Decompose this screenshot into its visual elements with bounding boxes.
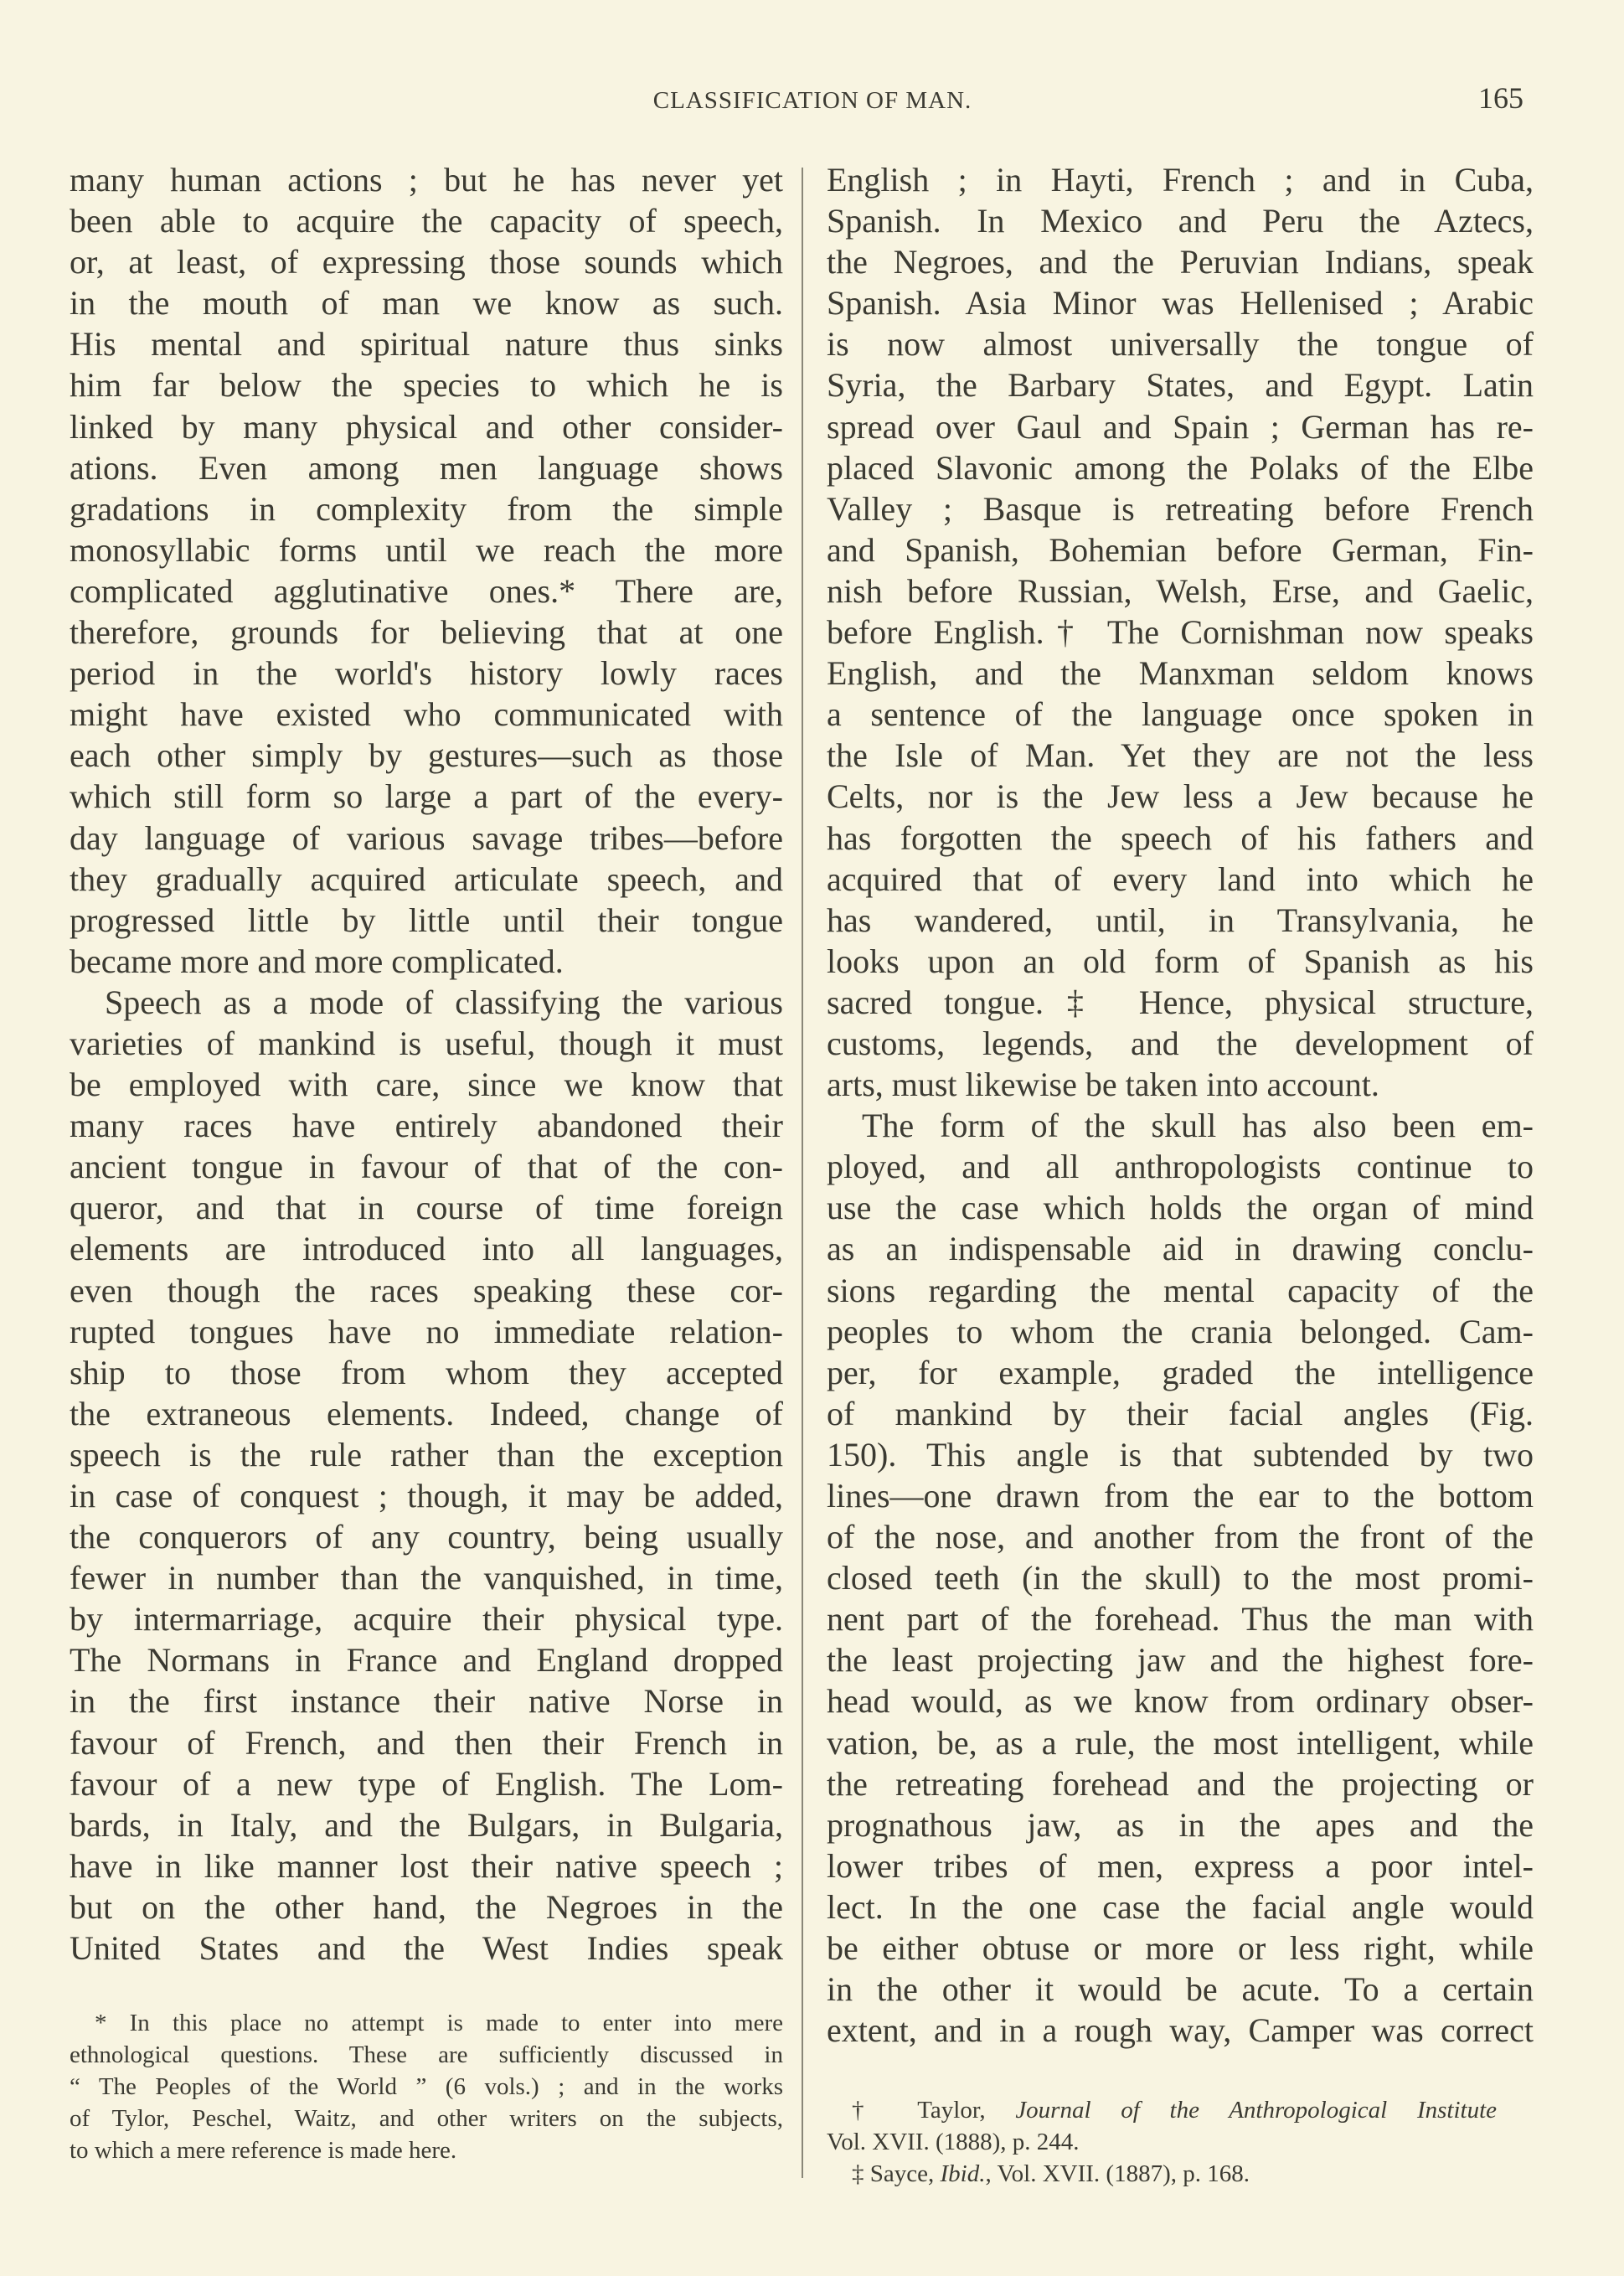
text-line: day language of various savage tribes—before	[70, 818, 783, 857]
text-line: per, for example, graded the intelligence	[827, 1353, 1534, 1391]
text-line: of the nose, and another from the front of the	[827, 1518, 1534, 1556]
text-line: peoples to whom the crania belonged. Cam-	[827, 1312, 1534, 1350]
text-line: ship to those from whom they accepted	[70, 1353, 783, 1391]
text-line: became more and more complicated.	[70, 942, 564, 980]
footnote-dagger	[827, 2094, 1497, 2126]
text-line: therefore, grounds for believing that at one	[70, 613, 783, 652]
text-line: use the case which holds the organ of mind	[827, 1189, 1534, 1227]
text-line: bards, in Italy, and the Bulgars, in Bulgaria,	[70, 1805, 783, 1844]
text-line: have in like manner lost their native speech ;	[70, 1846, 783, 1885]
text-line: the least projecting jaw and the highest fore-	[827, 1641, 1534, 1680]
text-line: head would, as we know from ordinary obser-	[827, 1682, 1534, 1721]
text-line: of mankind by their facial angles (Fig.	[827, 1394, 1534, 1432]
text-line: favour of a new type of English. The Lom-	[70, 1764, 783, 1803]
text-line: lines—one drawn from the ear to the bottom	[827, 1477, 1534, 1515]
text-line: which still form so large a part of the every-	[70, 777, 783, 816]
footnote-text: , Vol. XVII. (1887), p. 168.	[985, 2160, 1250, 2187]
text-line: rupted tongues have no immediate relation-	[70, 1312, 783, 1350]
text-line: in the first instance their native Norse in	[70, 1682, 783, 1721]
text-line: looks upon an old form of Spanish as his	[827, 942, 1534, 980]
text-line: 150). This angle is that subtended by two	[827, 1435, 1534, 1473]
text-line: they gradually acquired articulate speech, and	[70, 859, 783, 898]
text-line: by intermarriage, acquire their physical type.	[70, 1600, 783, 1639]
journal-title: Journal of the Anthropological Institute	[1015, 2097, 1498, 2124]
footnote-line: of Tylor, Peschel, Waitz, and other writers on the subjects,	[70, 2105, 783, 2132]
text-line: His mental and spiritual nature thus sinks	[70, 325, 783, 364]
text-line: monosyllabic forms until we reach the more	[70, 530, 783, 569]
text-line: has wandered, until, in Transylvania, he	[827, 901, 1534, 939]
footnote-line: to which a mere reference is made here.	[70, 2137, 457, 2164]
text-line: sacred tongue.‡ Hence, physical structure,	[827, 983, 1534, 1021]
text-line: ployed, and all anthropologists continue to	[827, 1148, 1534, 1186]
text-line: varieties of mankind is useful, though it must	[70, 1024, 783, 1062]
text-line: extent, and in a rough way, Camper was correct	[827, 2011, 1534, 2050]
footnote-text: † Taylor,	[852, 2097, 1016, 2124]
text-line: lect. In the one case the facial angle would	[827, 1887, 1534, 1926]
text-line: even though the races speaking these cor-	[70, 1271, 783, 1309]
text-line: The form of the skull has also been em-	[862, 1107, 1534, 1145]
text-line: vation, be, as a rule, the most intelligent, while	[827, 1723, 1534, 1762]
text-line: Valley ; Basque is retreating before French	[827, 489, 1534, 528]
text-line: arts, must likewise be taken into account.	[827, 1066, 1379, 1104]
text-line: but on the other hand, the Negroes in the	[70, 1887, 783, 1926]
text-line: each other simply by gestures—such as those	[70, 736, 783, 775]
text-line: spread over Gaul and Spain ; German has re-	[827, 407, 1534, 446]
text-line: sions regarding the mental capacity of the	[827, 1271, 1534, 1309]
footnote-dagger-cont: Vol. XVII. (1888), p. 244.	[827, 2129, 1080, 2155]
text-line: been able to acquire the capacity of speech,	[70, 202, 783, 240]
text-line: fewer in number than the vanquished, in time,	[70, 1559, 783, 1597]
text-line: the conquerors of any country, being usually	[70, 1518, 783, 1556]
text-line: in the mouth of man we know as such.	[70, 284, 783, 323]
footnote-line: * In this place no attempt is made to enter into mere	[95, 2010, 783, 2036]
text-line: period in the world's history lowly races	[70, 654, 783, 693]
footnotes-right	[827, 2094, 1497, 2190]
page-number: 165	[1478, 81, 1523, 115]
text-line: is now almost universally the tongue of	[827, 325, 1534, 364]
footnote-text: ‡ Sayce,	[852, 2160, 941, 2187]
text-line: linked by many physical and other consider-	[70, 407, 783, 446]
text-line: Syria, the Barbary States, and Egypt. Latin	[827, 366, 1534, 405]
text-line: The Normans in France and England dropped	[70, 1641, 783, 1680]
text-line: favour of French, and then their French in	[70, 1723, 783, 1762]
text-line: the Negroes, and the Peruvian Indians, speak	[827, 243, 1534, 281]
text-line: lower tribes of men, express a poor intel-	[827, 1846, 1534, 1885]
text-line: placed Slavonic among the Polaks of the Elbe	[827, 448, 1534, 487]
text-line: United States and the West Indies speak	[70, 1929, 783, 1968]
text-line: has forgotten the speech of his fathers and	[827, 818, 1534, 857]
footnotes-left	[70, 2007, 783, 2166]
text-line: Celts, nor is the Jew less a Jew because he	[827, 777, 1534, 816]
text-line: nish before Russian, Welsh, Erse, and Gaelic,	[827, 571, 1534, 610]
text-line: many races have entirely abandoned their	[70, 1107, 783, 1145]
text-line: progressed little by little until their tongue	[70, 901, 783, 939]
footnote-line: “ The Peoples of the World ” (6 vols.) ; and in the works	[70, 2073, 783, 2100]
footnote-double-dagger	[827, 2158, 1497, 2190]
right-column	[827, 159, 1534, 2051]
text-line: gradations in complexity from the simple	[70, 489, 783, 528]
left-column	[70, 159, 783, 1969]
text-line: and Spanish, Bohemian before German, Fin-	[827, 530, 1534, 569]
text-line: prognathous jaw, as in the apes and the	[827, 1805, 1534, 1844]
text-line: many human actions ; but he has never yet	[70, 161, 783, 199]
text-line: English, and the Manxman seldom knows	[827, 654, 1534, 693]
text-line: complicated agglutinative ones.* There are,	[70, 571, 783, 610]
text-line: nent part of the forehead. Thus the man with	[827, 1600, 1534, 1639]
text-line: English ; in Hayti, French ; and in Cuba,	[827, 161, 1534, 199]
text-line: be employed with care, since we know that	[70, 1066, 783, 1104]
text-line: as an indispensable aid in drawing conclu-	[827, 1230, 1534, 1268]
text-line: Spanish. In Mexico and Peru the Aztecs,	[827, 202, 1534, 240]
text-line: the Isle of Man. Yet they are not the less	[827, 736, 1534, 775]
text-line: customs, legends, and the development of	[827, 1024, 1534, 1062]
column-divider	[802, 168, 803, 2178]
text-line: the retreating forehead and the projecting or	[827, 1764, 1534, 1803]
text-line: closed teeth (in the skull) to the most promi-	[827, 1559, 1534, 1597]
text-line: in the other it would be acute. To a certain	[827, 1970, 1534, 2009]
text-line: acquired that of every land into which he	[827, 859, 1534, 898]
text-line: or, at least, of expressing those sounds which	[70, 243, 783, 281]
text-line: a sentence of the language once spoken in	[827, 695, 1534, 734]
text-line: Spanish. Asia Minor was Hellenised ; Arabic	[827, 284, 1534, 323]
text-line: be either obtuse or more or less right, while	[827, 1929, 1534, 1968]
page-header	[0, 80, 1624, 122]
text-line: before English.† The Cornishman now speaks	[827, 613, 1534, 652]
text-line: speech is the rule rather than the exception	[70, 1435, 783, 1473]
text-line: ations. Even among men language shows	[70, 448, 783, 487]
footnote-line: ethnological questions. These are sufficiently discussed in	[70, 2041, 783, 2068]
text-line: elements are introduced into all languages,	[70, 1230, 783, 1268]
text-line: might have existed who communicated with	[70, 695, 783, 734]
text-line: him far below the species to which he is	[70, 366, 783, 405]
text-line: ancient tongue in favour of that of the con-	[70, 1148, 783, 1186]
text-line: in case of conquest ; though, it may be added,	[70, 1477, 783, 1515]
running-title: CLASSIFICATION OF MAN.	[652, 87, 972, 114]
ibid: Ibid.	[940, 2160, 986, 2187]
text-line: queror, and that in course of time foreign	[70, 1189, 783, 1227]
text-line: the extraneous elements. Indeed, change of	[70, 1394, 783, 1432]
text-line: Speech as a mode of classifying the various	[105, 983, 783, 1021]
